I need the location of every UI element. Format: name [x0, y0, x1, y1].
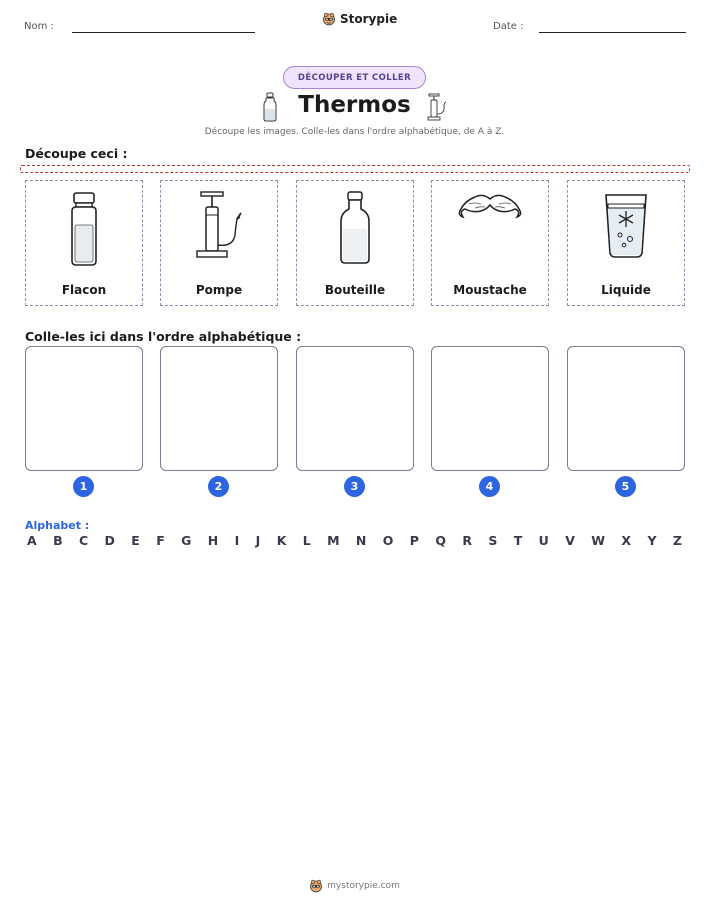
- paste-box-5[interactable]: [567, 346, 685, 471]
- cut-card-flacon[interactable]: [25, 180, 143, 306]
- card-label: Moustache: [453, 283, 527, 297]
- cut-section-label: Découpe ceci :: [25, 146, 128, 161]
- alphabet-letter: J: [255, 533, 261, 548]
- alphabet-letter: Q: [435, 533, 446, 548]
- paste-box-3[interactable]: [296, 346, 414, 471]
- footer: [0, 879, 709, 893]
- instructions: Découpe les images. Colle-les dans l'ordre alphabétique, de A à Z.: [204, 127, 505, 137]
- page-title: Thermos: [298, 92, 411, 118]
- date-label: Date :: [493, 21, 524, 32]
- alphabet-label: Alphabet :: [25, 519, 90, 532]
- alphabet-letter: C: [78, 533, 89, 548]
- alphabet-letter: N: [355, 533, 367, 548]
- alphabet-letter: O: [382, 533, 394, 548]
- alphabet-letter: Y: [647, 533, 657, 548]
- card-label: Bouteille: [324, 283, 386, 297]
- cut-line: [20, 165, 690, 173]
- alphabet-letter: D: [104, 533, 115, 548]
- number-badge-2: 2: [208, 476, 229, 497]
- alphabet-letter: K: [276, 533, 287, 548]
- alphabet-letter: V: [565, 533, 575, 548]
- number-badge-3: 3: [344, 476, 365, 497]
- cut-card-moustache[interactable]: [431, 180, 549, 306]
- number-badge-4: 4: [479, 476, 500, 497]
- alphabet-letter: T: [513, 533, 523, 548]
- activity-badge: DÉCOUPER ET COLLER: [283, 66, 426, 89]
- storypie-mascot-icon: [322, 12, 336, 26]
- alphabet-letter: I: [234, 533, 240, 548]
- title-area: [0, 90, 709, 126]
- brand-logo: [322, 12, 397, 26]
- paste-section-label: Colle-les ici dans l'ordre alphabétique :: [25, 329, 302, 344]
- alphabet-letter: Z: [672, 533, 682, 548]
- number-badge-1: 1: [73, 476, 94, 497]
- alphabet-letter: M: [327, 533, 340, 548]
- alphabet-letter: X: [621, 533, 632, 548]
- number-badge-5: 5: [615, 476, 636, 497]
- pump-icon: [426, 92, 448, 122]
- alphabet-letter: H: [207, 533, 219, 548]
- mustache-icon: [455, 189, 525, 229]
- alphabet-letter: B: [53, 533, 63, 548]
- alphabet-letter: L: [302, 533, 311, 548]
- alphabet-letter: S: [488, 533, 498, 548]
- cut-card-pompe[interactable]: [160, 180, 278, 306]
- alphabet-letter: U: [538, 533, 549, 548]
- card-label: Liquide: [601, 283, 651, 297]
- brand-name: Storypie: [340, 12, 398, 26]
- bottle-icon: [335, 189, 375, 267]
- alphabet-letter: P: [409, 533, 419, 548]
- paste-box-2[interactable]: [160, 346, 278, 471]
- card-label: Pompe: [195, 283, 243, 297]
- ice-glass-icon: [600, 189, 652, 261]
- date-line: [539, 32, 686, 33]
- alphabet-letter: E: [131, 533, 140, 548]
- cut-card-bouteille[interactable]: [296, 180, 414, 306]
- cut-card-liquide[interactable]: [567, 180, 685, 306]
- card-label: Flacon: [61, 283, 107, 297]
- storypie-mascot-icon: [309, 879, 323, 893]
- paste-box-1[interactable]: [25, 346, 143, 471]
- pump-icon: [191, 189, 247, 267]
- footer-url[interactable]: mystorypie.com: [327, 881, 400, 891]
- alphabet-row: [27, 533, 682, 548]
- alphabet-letter: R: [462, 533, 472, 548]
- alphabet-letter: G: [181, 533, 192, 548]
- paste-box-4[interactable]: [431, 346, 549, 471]
- alphabet-letter: A: [27, 533, 37, 548]
- worksheet-header: [0, 0, 709, 50]
- alphabet-letter: F: [156, 533, 165, 548]
- alphabet-letter: W: [591, 533, 606, 548]
- name-label: Nom :: [24, 21, 54, 32]
- name-line: [72, 32, 255, 33]
- vial-icon: [64, 189, 104, 267]
